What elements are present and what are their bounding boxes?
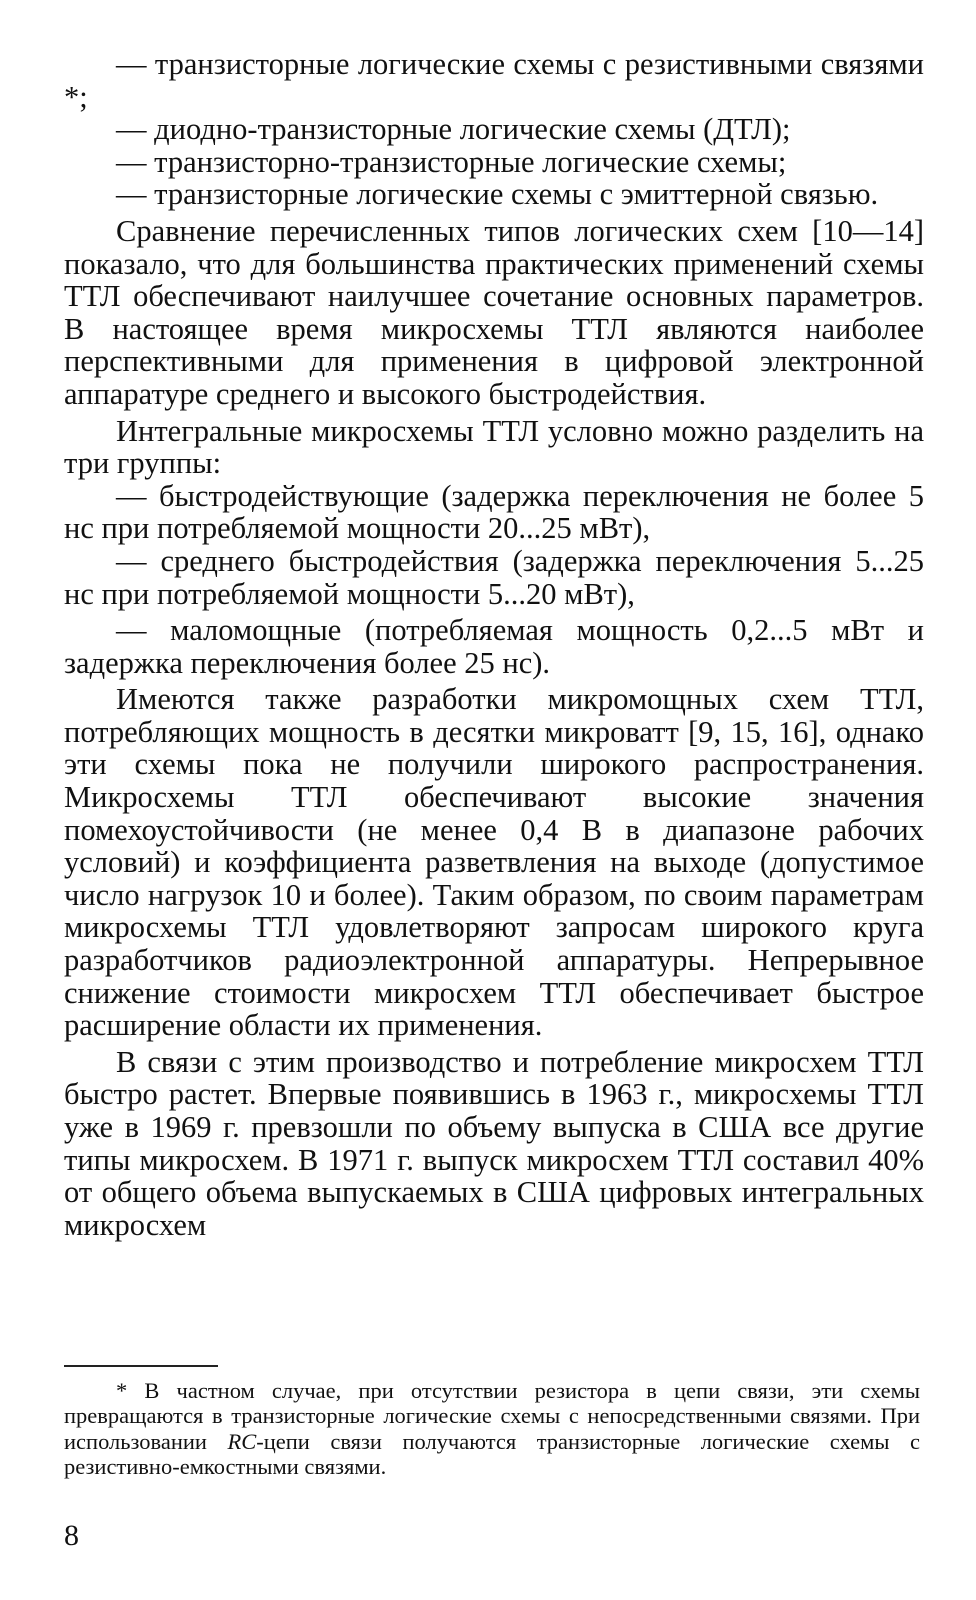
footnote-text-part-1: * В частном случае, при отсутствии резистора в цепи связи, эти схемы превращаются в транзисторные логические схемы с непосредственными связями. При использовании — [64, 1378, 920, 1454]
list-item-low-power: — маломощные (потребляемая мощность 0,2...5 мВт и задержка переключения более 25 нс). — [64, 613, 924, 680]
paragraph-comparison: Сравнение перечисленных типов логических схем [10—14] показало, что для большинства практических применений схемы ТТЛ обеспечивают наилучшее сочетание основных параметров. В настоящее время микросхемы ТТЛ являются наиболее перспективными для применения в цифровой электронной аппаратуре среднего и высокого быстродействия. — [64, 213, 924, 411]
footnote-rc-term: RC — [227, 1428, 257, 1454]
footnote — [64, 1378, 920, 1480]
footnote-text — [64, 1378, 920, 1480]
footnote-text-part-2: -цепи связи получаются транзисторные логические схемы с резистивно-емкостными связями. — [64, 1428, 920, 1480]
list-item-emitter-coupled: — транзисторные логические схемы с эмиттерной связью. — [116, 177, 879, 212]
list-item-resistive: — транзисторные логические схемы с резистивными связями *; — [64, 47, 924, 114]
list-item-ttl: — транзисторно-транзисторные логические схемы; — [116, 144, 787, 179]
paragraph-micropower: Имеются также разработки микромощных схем ТТЛ, потребляющих мощность в десятки микроватт [9, 15, 16], однако эти схемы пока не получили широкого распространения. Микросхемы ТТЛ обеспечивают высокие значения помехоустойчивости (не менее 0,4 В в диапазоне рабочих условий) и коэффициента разветвления на выходе (допустимое число нагрузок 10 и более). Таким образом, по своим параметрам микросхемы ТТЛ удовлетворяют запросам широкого круга разработчиков радиоэлектронной аппаратуры. Непрерывное снижение стоимости микросхем ТТЛ обеспечивает быстрое расширение области их применения. — [64, 682, 924, 1043]
page-number: 8 — [64, 1519, 79, 1552]
paragraph-production: В связи с этим производство и потребление микросхем ТТЛ быстро растет. Впервые появившись в 1963 г., микросхемы ТТЛ уже в 1969 г. превзошли по объему выпуска в США все другие типы микросхем. В 1971 г. выпуск микросхем ТТЛ составил 40% от общего объема выпускаемых в США цифровых интегральных микросхем — [64, 1044, 924, 1242]
list-item-dtl: — диодно-транзисторные логические схемы (ДТЛ); — [116, 112, 791, 147]
list-item-high-speed: — быстродействующие (задержка переключения не более 5 нс при потребляемой мощности 20...25 мВт), — [64, 478, 924, 546]
paragraph-groups-intro: Интегральные микросхемы ТТЛ условно можно разделить на три группы: — [64, 413, 924, 481]
list-item-medium-speed: — среднего быстродействия (задержка переключения 5...25 нс при потребляемой мощности 5...20 мВт), — [64, 543, 924, 611]
footnote-divider — [64, 1365, 218, 1367]
page-body — [64, 48, 924, 1241]
